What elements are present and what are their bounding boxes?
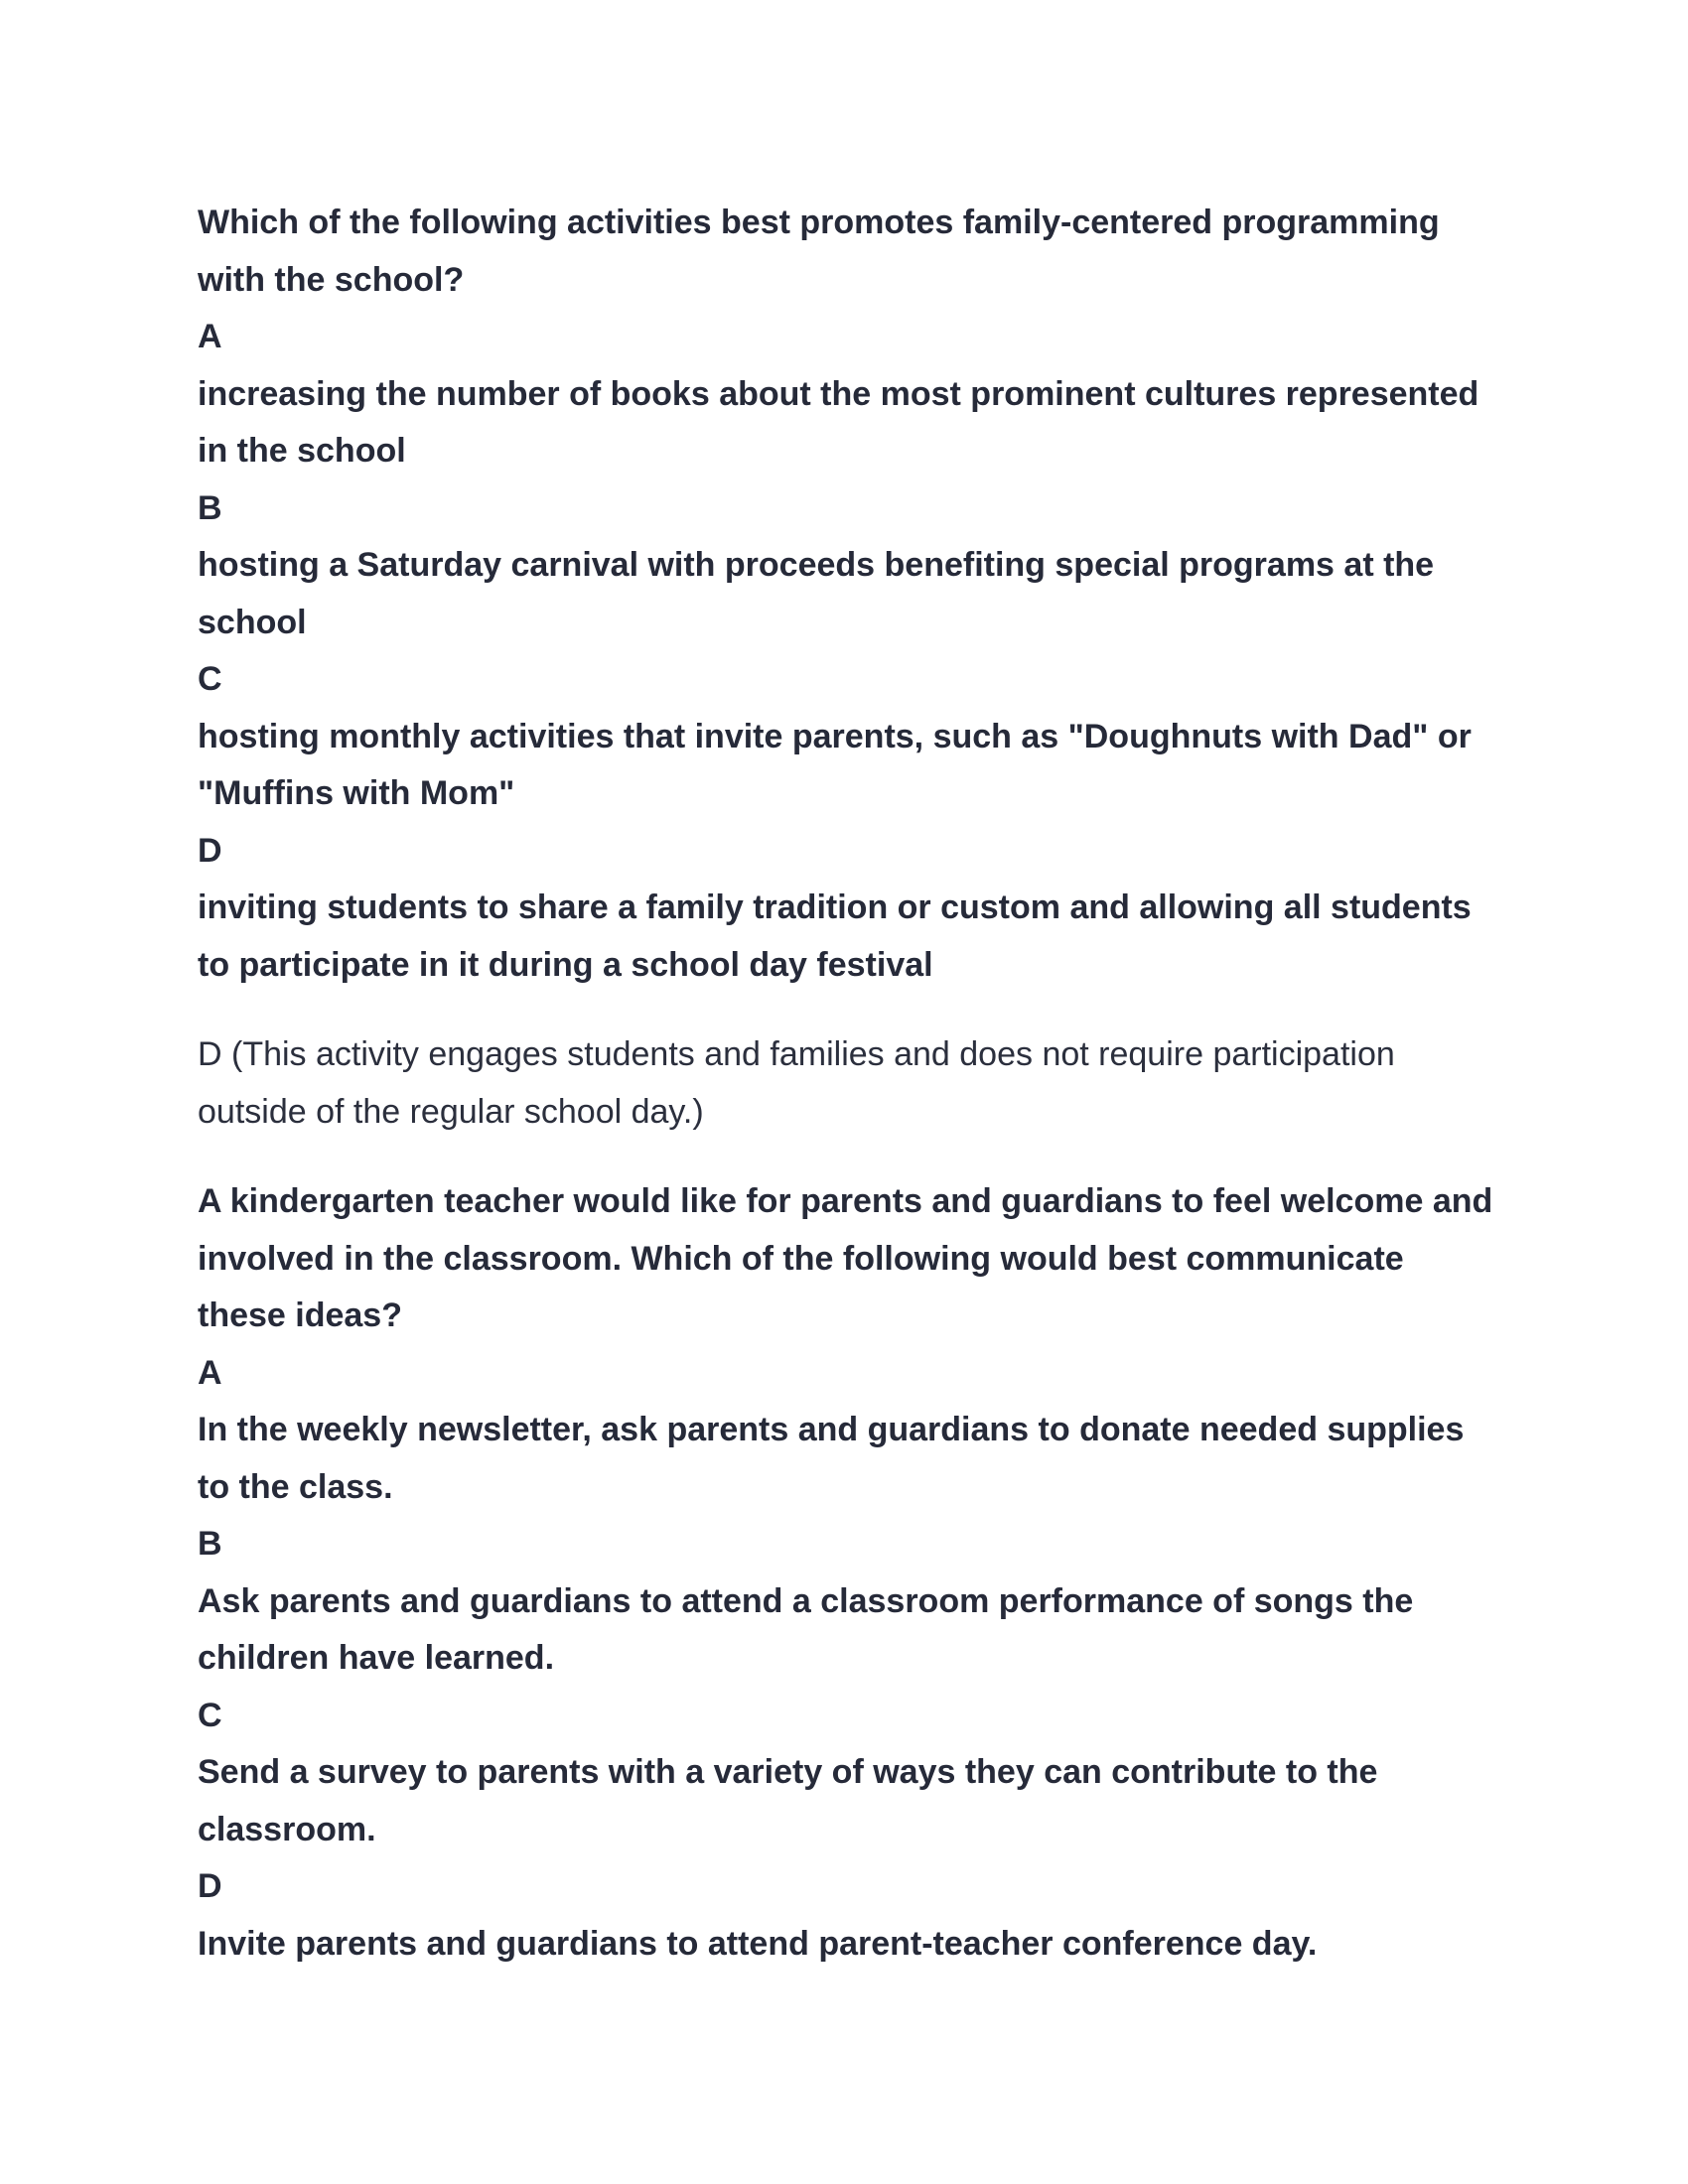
question-block-2 — [198, 1173, 1500, 1973]
answer-explanation: D (This activity engages students and families and does not require participation outside of the regular school day.) — [198, 1035, 1395, 1131]
option-text-b: hosting a Saturday carnival with proceeds benefiting special programs at the school — [198, 546, 1435, 641]
question-prompt: A kindergarten teacher would like for parents and guardians to feel welcome and involved in the classroom. Which of the following would best communicate these ideas? — [198, 1182, 1493, 1334]
option-letter-b: B — [198, 488, 222, 527]
option-letter-d: D — [198, 831, 222, 870]
option-letter-d: D — [198, 1867, 222, 1905]
option-letter-c: C — [198, 1696, 222, 1734]
spacer — [198, 1141, 1500, 1173]
option-letter-a: A — [198, 1353, 222, 1392]
option-text-b: Ask parents and guardians to attend a classroom performance of songs the children have learned. — [198, 1581, 1414, 1677]
option-letter-b: B — [198, 1525, 222, 1563]
question-block-1 — [198, 195, 1500, 994]
option-text-c: Send a survey to parents with a variety of ways they can contribute to the classroom. — [198, 1753, 1378, 1848]
document-page — [198, 195, 1500, 1973]
option-letter-c: C — [198, 660, 222, 698]
option-text-a: increasing the number of books about the most prominent cultures represented in the school — [198, 374, 1479, 470]
option-letter-a: A — [198, 318, 222, 355]
option-text-d: inviting students to share a family tradition or custom and allowing all students to participate in it during a school day festival — [198, 888, 1472, 984]
option-text-c: hosting monthly activities that invite parents, such as "Doughnuts with Dad" or "Muffins with Mom" — [198, 717, 1472, 812]
question-prompt: Which of the following activities best promotes family-centered programming with the school? — [198, 204, 1440, 299]
option-text-a: In the weekly newsletter, ask parents and guardians to donate needed supplies to the class. — [198, 1411, 1465, 1506]
option-text-d: Invite parents and guardians to attend parent-teacher conference day. — [198, 1924, 1318, 1963]
spacer — [198, 994, 1500, 1026]
